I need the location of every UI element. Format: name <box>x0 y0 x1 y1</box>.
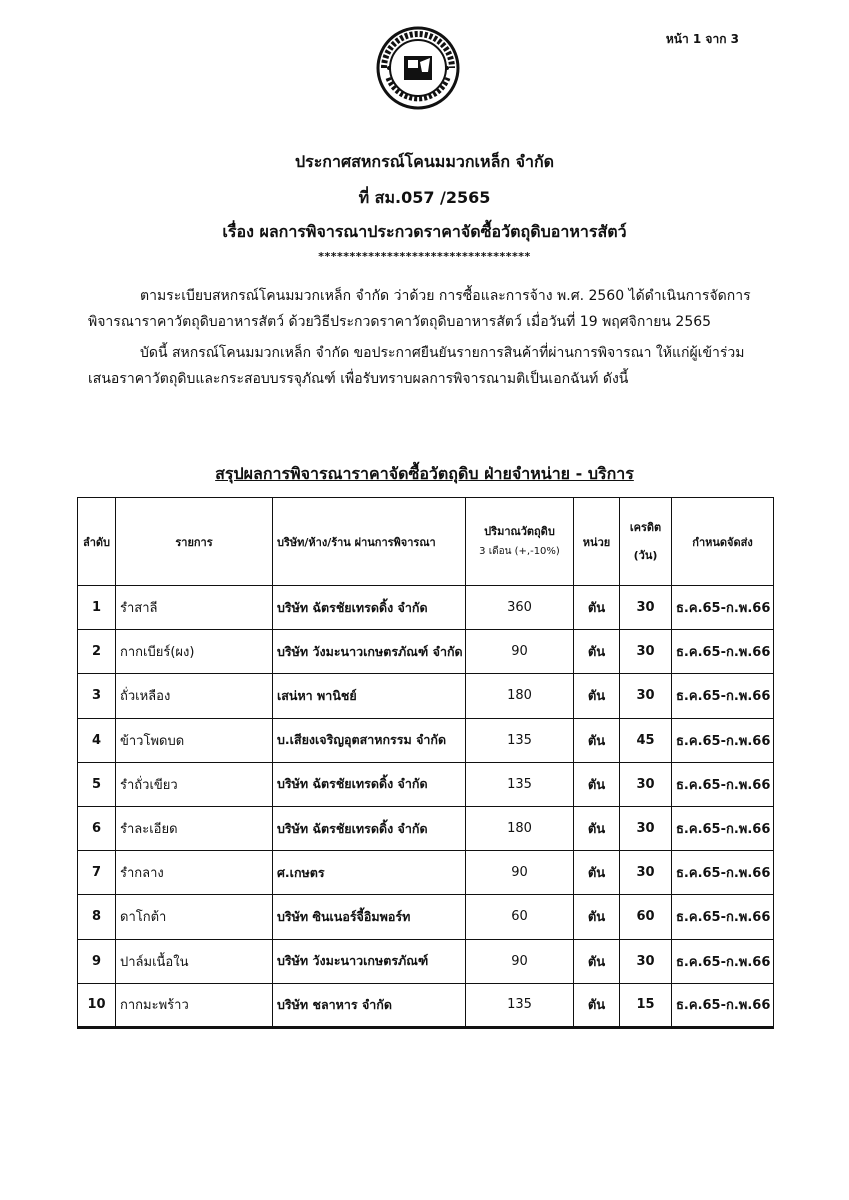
header-item: รายการ <box>116 498 273 586</box>
row-no: 9 <box>78 939 116 983</box>
row-item: ปาล์มเนื้อใน <box>116 939 273 983</box>
row-delivery: ธ.ค.65-ก.พ.66 <box>672 806 774 850</box>
row-delivery: ธ.ค.65-ก.พ.66 <box>672 895 774 939</box>
body-paragraph-2: บัดนี้ สหกรณ์โคนมมวกเหล็ก จำกัด ขอประกาศยืนยันรายการสินค้าที่ผ่านการพิจารณา ให้แก่ผู้เข้าร่วมเสนอราคาวัตถุดิบและกระสอบบรรจุภัณฑ์ เพื่อรับทราบผลการพิจารณามติเป็นเอกฉันท์ ดังนี้ <box>88 345 745 387</box>
row-item: ดาโกต้า <box>116 895 273 939</box>
row-qty: 90 <box>466 630 574 674</box>
row-unit: ตัน <box>574 806 620 850</box>
announcement-subject: เรื่อง ผลการพิจารณาประกวดราคาจัดซื้อวัตถุดิบอาหารสัตว์ <box>222 222 627 241</box>
page-number: หน้า 1 จาก 3 <box>665 32 739 46</box>
table-row <box>78 630 774 674</box>
row-delivery: ธ.ค.65-ก.พ.66 <box>672 983 774 1027</box>
row-delivery: ธ.ค.65-ก.พ.66 <box>672 630 774 674</box>
row-qty: 360 <box>466 586 574 630</box>
row-delivery: ธ.ค.65-ก.พ.66 <box>672 674 774 718</box>
row-no: 6 <box>78 806 116 850</box>
summary-table <box>77 497 774 1029</box>
header-qty-sub: 3 เดือน (+,-10%) <box>479 545 560 557</box>
row-qty: 90 <box>466 851 574 895</box>
row-delivery: ธ.ค.65-ก.พ.66 <box>672 939 774 983</box>
row-qty: 180 <box>466 806 574 850</box>
row-delivery: ธ.ค.65-ก.พ.66 <box>672 851 774 895</box>
row-vendor: บริษัท ฉัตรชัยเทรดดิ้ง จำกัด <box>273 762 466 806</box>
row-credit: 45 <box>620 718 672 762</box>
row-vendor: บริษัท ชลาหาร จำกัด <box>273 983 466 1027</box>
header-credit-label: เครดิต <box>629 520 662 534</box>
row-vendor: บริษัท วังมะนาวเกษตรภัณฑ์ <box>273 939 466 983</box>
row-no: 3 <box>78 674 116 718</box>
announcement-title: ประกาศสหกรณ์โคนมมวกเหล็ก จำกัด <box>294 152 555 171</box>
row-credit: 30 <box>620 762 672 806</box>
row-unit: ตัน <box>574 586 620 630</box>
row-unit: ตัน <box>574 630 620 674</box>
row-credit: 30 <box>620 586 672 630</box>
header-vendor: บริษัท/ห้าง/ร้าน ผ่านการพิจารณา <box>273 498 466 586</box>
announcement-number: ที่ สม.057 /2565 <box>358 188 491 207</box>
table-header-row <box>78 498 774 586</box>
row-qty: 135 <box>466 983 574 1027</box>
row-no: 10 <box>78 983 116 1027</box>
table-row <box>78 983 774 1027</box>
row-qty: 60 <box>466 895 574 939</box>
header-unit: หน่วย <box>574 498 620 586</box>
body-paragraph-1: ตามระเบียบสหกรณ์โคนมมวกเหล็ก จำกัด ว่าด้วย การซื้อและการจ้าง พ.ศ. 2560 ได้ดำเนินการจัดการพิจารณาราคาวัตถุดิบอาหารสัตว์ ด้วยวิธีประกวดราคาวัตถุดิบอาหารสัตว์ เมื่อวันที่ 19 พฤศจิกายน 2565 <box>88 288 751 330</box>
row-delivery: ธ.ค.65-ก.พ.66 <box>672 762 774 806</box>
row-item: รำละเอียด <box>116 806 273 850</box>
row-unit: ตัน <box>574 895 620 939</box>
row-delivery: ธ.ค.65-ก.พ.66 <box>672 586 774 630</box>
table-title: สรุปผลการพิจารณาราคาจัดซื้อวัตถุดิบ ฝ่ายจำหน่าย - บริการ <box>215 464 634 483</box>
row-unit: ตัน <box>574 983 620 1027</box>
table-row <box>78 762 774 806</box>
row-vendor: เสน่หา พานิชย์ <box>273 674 466 718</box>
row-credit: 30 <box>620 630 672 674</box>
separator: ********************************** <box>318 250 531 263</box>
row-vendor: บริษัท ซินเนอร์จี้อิมพอร์ท <box>273 895 466 939</box>
row-item: ข้าวโพดบด <box>116 718 273 762</box>
row-credit: 15 <box>620 983 672 1027</box>
row-credit: 30 <box>620 851 672 895</box>
row-item: กากมะพร้าว <box>116 983 273 1027</box>
table-row <box>78 586 774 630</box>
row-credit: 60 <box>620 895 672 939</box>
header-qty <box>466 498 574 586</box>
header-qty-label: ปริมาณวัตถุดิบ <box>484 524 555 538</box>
row-unit: ตัน <box>574 718 620 762</box>
header-credit <box>620 498 672 586</box>
cooperative-seal-icon <box>376 26 460 110</box>
row-no: 8 <box>78 895 116 939</box>
row-unit: ตัน <box>574 762 620 806</box>
row-no: 1 <box>78 586 116 630</box>
header-credit-sub: (วัน) <box>633 548 658 562</box>
row-vendor: บ.เสียงเจริญอุตสาหกรรม จำกัด <box>273 718 466 762</box>
row-vendor: ศ.เกษตร <box>273 851 466 895</box>
row-credit: 30 <box>620 939 672 983</box>
row-unit: ตัน <box>574 851 620 895</box>
row-vendor: บริษัท ฉัตรชัยเทรดดิ้ง จำกัด <box>273 806 466 850</box>
row-qty: 90 <box>466 939 574 983</box>
row-vendor: บริษัท วังมะนาวเกษตรภัณฑ์ จำกัด <box>273 630 466 674</box>
row-qty: 135 <box>466 762 574 806</box>
row-qty: 180 <box>466 674 574 718</box>
table-row <box>78 718 774 762</box>
table-row <box>78 939 774 983</box>
row-no: 7 <box>78 851 116 895</box>
row-unit: ตัน <box>574 939 620 983</box>
row-no: 4 <box>78 718 116 762</box>
table-row <box>78 895 774 939</box>
row-item: ถั่วเหลือง <box>116 674 273 718</box>
row-credit: 30 <box>620 674 672 718</box>
row-item: กากเบียร์(ผง) <box>116 630 273 674</box>
row-qty: 135 <box>466 718 574 762</box>
header-no: ลำดับ <box>78 498 116 586</box>
row-delivery: ธ.ค.65-ก.พ.66 <box>672 718 774 762</box>
row-no: 5 <box>78 762 116 806</box>
row-credit: 30 <box>620 806 672 850</box>
row-item: รำกลาง <box>116 851 273 895</box>
table-row <box>78 806 774 850</box>
row-item: รำสาลี <box>116 586 273 630</box>
row-vendor: บริษัท ฉัตรชัยเทรดดิ้ง จำกัด <box>273 586 466 630</box>
row-no: 2 <box>78 630 116 674</box>
table-row <box>78 851 774 895</box>
table-row <box>78 674 774 718</box>
row-item: รำถั่วเขียว <box>116 762 273 806</box>
row-unit: ตัน <box>574 674 620 718</box>
header-delivery: กำหนดจัดส่ง <box>672 498 774 586</box>
